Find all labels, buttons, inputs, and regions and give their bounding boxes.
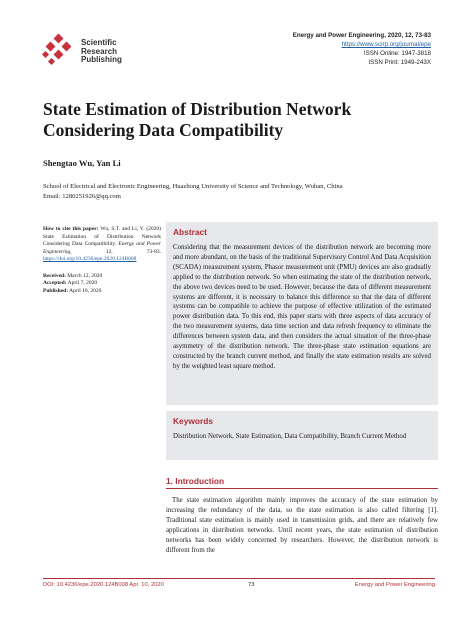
page-number: 73 xyxy=(248,582,255,588)
authors: Shengtao Wu, Yan Li xyxy=(43,158,121,168)
introduction-heading: 1. Introduction xyxy=(166,476,438,489)
publisher-logo xyxy=(41,33,171,71)
footer-doi: DOI: 10.4236/epe.2020.124B008 Apr. 10, 2020 xyxy=(43,582,164,588)
abstract-body: Considering that the measurement devices of the distribution network are becoming more and more abundant, on the basis of the traditional Supervisory Control And Data Acquisition (SCADA) measurement system, Phasor measurement unit (PMU) devices are also gradually applied to the distribution network. So when estimating the state of the distribution network, the above two devices need to be used. However, because the data of different measurement systems are different, it is necessary to balance this difference so that the data of different systems can be compatible to achieve the purpose of effective utilization of the estimated power distribution data. To this end, this paper starts with three aspects of data accuracy of the two measurement systems, data time section and data refresh frequency to eliminate the differences between system data, and then considers the actual situation of the three-phase asymmetry of the distribution network. The three-phase state estimation equations are constructed by the branch current method, and finally the state estimation results are solved by the weighted least square method. xyxy=(173,244,431,370)
journal-citation: Energy and Power Engineering, 2020, 12, 73-83 xyxy=(292,32,431,39)
journal-info xyxy=(293,31,431,67)
article-dates: Received: March 12, 2020 Accepted: April 7, 2020 Published: April 10, 2020 xyxy=(43,272,103,294)
footer-journal: Energy and Power Engineering xyxy=(354,582,435,588)
journal-url-link[interactable]: https://www.scirp.org/journal/epe xyxy=(341,41,431,48)
paper-title: State Estimation of Distribution Network Considering Data Compatibility xyxy=(43,99,352,140)
keywords-body: Distribution Network, State Estimation, Data Compatibility, Branch Current Method xyxy=(173,433,407,440)
doi-link[interactable]: https://doi.org/10.4236/epe.2020.124B008 xyxy=(43,256,137,262)
issn-online: ISSN Online: 1947-3818 xyxy=(363,50,431,57)
email: Email: 1280251926@qq.com xyxy=(43,193,121,200)
issn-print: ISSN Print: 1949-243X xyxy=(368,59,431,66)
how-to-cite: How to cite this paper: Wu, S.T. and Li, Y. (2020) State Estimation of Distribution Network Considering Data Compatibility. Energy and Power Engineering, 12, 73-83. https://doi.org/10.4236/epe.2020.124B008 xyxy=(43,226,162,262)
publisher-name: Scientific Research Publishing xyxy=(81,38,122,65)
introduction-body: The state estimation algorithm mainly improves the accuracy of the state estimation by increasing the redundancy of the data, so the state estimation is also called filtering [1]. Traditional state estimation is mainly used in transmission grids, and there are relatively few applications in distribution networks. Until recent years, the state estimation of distribution networks has been widely concerned by researchers. However, the distribution network is different from the xyxy=(166,497,438,554)
page-footer xyxy=(43,578,435,588)
affiliation: School of Electrical and Electronic Engineering, Huazhong University of Science and Technology, Wuhan, China Email: 1280251926@qq.com xyxy=(43,182,443,202)
keywords-heading: Keywords xyxy=(173,416,214,426)
citation-sidebar xyxy=(43,226,161,295)
abstract-section xyxy=(166,222,438,405)
keywords-section xyxy=(166,411,438,460)
scirp-logo-icon xyxy=(41,33,77,69)
abstract-heading: Abstract xyxy=(173,227,207,237)
